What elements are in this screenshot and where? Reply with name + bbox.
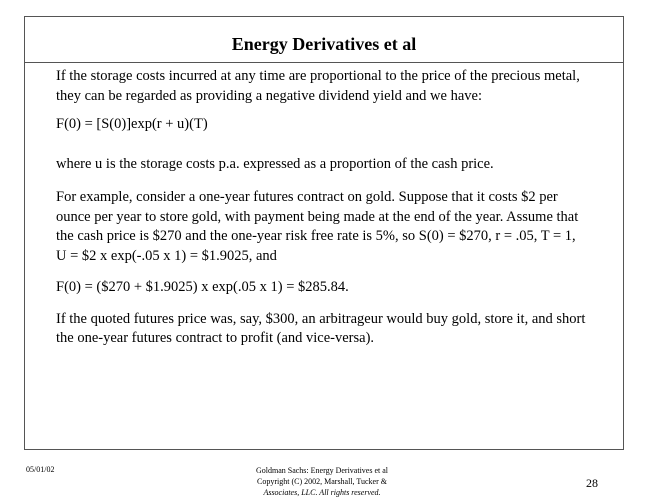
footer-copyright-line: Copyright (C) 2002, Marshall, Tucker & [257,477,387,486]
page-number: 28 [586,476,598,490]
footer-rights-line: Associates, LLC. All rights reserved. [263,488,381,497]
slide-body [56,67,586,349]
paragraph-gold-example: For example, consider a one-year futures contract on gold. Suppose that it costs $2 per ounce per year to store gold, with payment being made at the end of the year. Assume that the cash price is $270 and the one-year risk free rate is 5%, so S(0) = $270, r = .05, T = 1, U = $2 x exp(-.05 x 1) = $1.9025, and [56,189,579,264]
footer-copyright [207,465,437,498]
title-divider [25,62,623,63]
paragraph-arbitrage: If the quoted futures price was, say, $300, an arbitrageur would buy gold, store it, and short the one-year futures contract to profit (and vice-versa). [56,310,586,346]
slide-title: Energy Derivatives et al [231,34,417,54]
formula-futures-price: F(0) = [S(0)]exp(r + u)(T) [56,116,208,132]
formula-gold-futures: F(0) = ($270 + $1.9025) x exp(.05 x 1) = $285.84. [56,279,349,295]
footer-source-line: Goldman Sachs: Energy Derivatives et al [255,466,389,475]
footer-date: 05/01/02 [26,465,55,474]
paragraph-u-definition: where u is the storage costs p.a. expressed as a proportion of the cash price. [56,155,494,172]
paragraph-storage-costs: If the storage costs incurred at any time are proportional to the price of the precious metal, they can be regarded as providing a negative dividend yield and we have: [56,68,580,104]
